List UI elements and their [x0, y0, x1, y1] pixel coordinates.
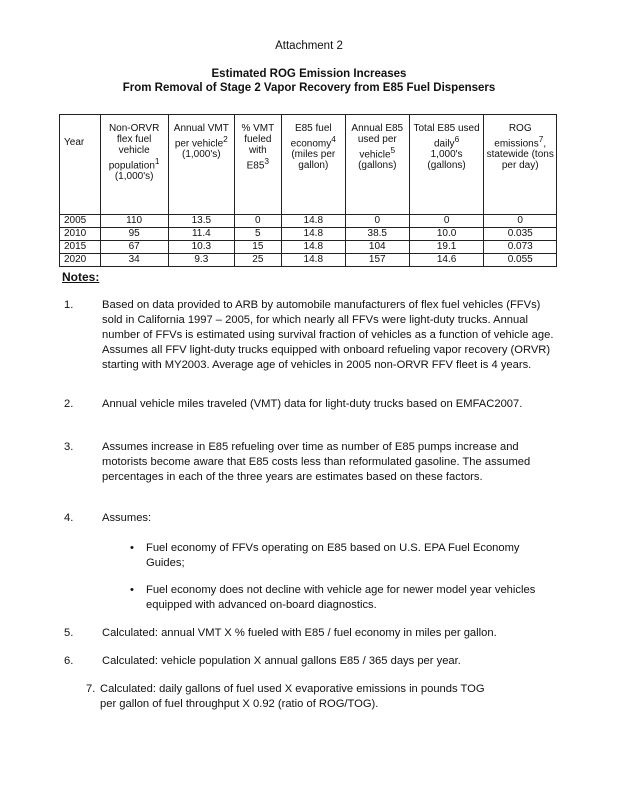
note-3: [62, 440, 556, 500]
cell-year: 2020: [60, 254, 101, 267]
col-header-annual-e85: Annual E85 used per vehicle$^5$ (gallons): [345, 115, 409, 215]
table-header-row: [60, 115, 557, 215]
cell-vmt: 10.3: [168, 241, 234, 254]
cell-annual-e85: 38.5: [345, 228, 409, 241]
attachment-label: Attachment 2: [275, 40, 343, 52]
emissions-table: [59, 114, 557, 267]
cell-annual-e85: 157: [345, 254, 409, 267]
title-line-1: Estimated ROG Emission Increases: [211, 68, 407, 80]
cell-total-e85: 10.0: [409, 228, 484, 241]
note-1: [62, 298, 556, 378]
cell-fuel-economy: 14.8: [281, 215, 345, 228]
bullet-item: [130, 583, 540, 615]
note-text: Calculated: vehicle population X annual gallons E85 / 365 days per year.: [102, 655, 461, 667]
bullet-text: Fuel economy does not decline with vehicle age for newer model year vehicles equipped with advanced on-board diagnostics.: [146, 584, 536, 611]
cell-year: 2015: [60, 241, 101, 254]
document-title: [0, 67, 618, 95]
note-text: Based on data provided to ARB by automobile manufacturers of flex fuel vehicles (FFVs) sold in California 1997 – 2005, for which nearly all FFVs were light-duty trucks. Annual number of FFVs is estimated using survival fraction of vehicles as a function of vehicle age. Assumes all FFV light-duty trucks equipped with onboard refueling vapor recovery (ORVR) starting with MY2003. Average age of vehicles in 2005 non-ORVR FFV fleet is 4 years.: [102, 299, 554, 371]
note-2: [62, 397, 556, 429]
note-6: [62, 654, 556, 670]
col-header-rog: ROG emissions$^7$, statewide (tons per day): [484, 115, 557, 215]
note-number: 1.: [64, 299, 74, 311]
cell-pct-e85: 0: [234, 215, 281, 228]
note-text-line-1: Calculated: daily gallons of fuel used X evaporative emissions in pounds TOG: [100, 683, 485, 695]
cell-total-e85: 19.1: [409, 241, 484, 254]
col-header-year: Year: [60, 115, 101, 215]
note-text: Assumes increase in E85 refueling over time as number of E85 pumps increase and motorists become aware that E85 costs less than reformulated gasoline. The assumed percentages in each of the three years are estimates based on these factors.: [102, 441, 531, 483]
cell-fuel-economy: 14.8: [281, 254, 345, 267]
note-4: [62, 511, 556, 527]
cell-total-e85: 14.6: [409, 254, 484, 267]
note-7: [86, 682, 556, 714]
col-header-total-e85: Total E85 used daily$^6$ 1,000's (gallons): [409, 115, 484, 215]
col-header-population: Non-ORVR flex fuel vehicle population$^1$ (1,000's): [100, 115, 168, 215]
note-text: Annual vehicle miles traveled (VMT) data for light-duty trucks based on EMFAC2007.: [102, 398, 523, 410]
cell-population: 67: [100, 241, 168, 254]
cell-vmt: 9.3: [168, 254, 234, 267]
notes-heading: Notes:: [62, 270, 100, 284]
note-number: 4.: [64, 512, 74, 524]
cell-population: 34: [100, 254, 168, 267]
bullet-text: Fuel economy of FFVs operating on E85 based on U.S. EPA Fuel Economy Guides;: [146, 542, 520, 569]
note-text-line-2: per gallon of fuel throughput X 0.92 (ratio of ROG/TOG).: [100, 698, 379, 710]
cell-rog: 0.035: [484, 228, 557, 241]
cell-fuel-economy: 14.8: [281, 228, 345, 241]
cell-year: 2005: [60, 215, 101, 228]
table-row: [60, 228, 557, 241]
title-line-2: From Removal of Stage 2 Vapor Recovery from E85 Fuel Dispensers: [122, 82, 496, 94]
bullet-icon: •: [130, 584, 134, 596]
table-row: [60, 254, 557, 267]
cell-vmt: 13.5: [168, 215, 234, 228]
note-text: Calculated: annual VMT X % fueled with E85 / fuel economy in miles per gallon.: [102, 627, 497, 639]
cell-pct-e85: 25: [234, 254, 281, 267]
table-row: [60, 215, 557, 228]
note-number: 6.: [64, 655, 74, 667]
cell-annual-e85: 0: [345, 215, 409, 228]
col-header-fuel-economy: E85 fuel economy$^4$ (miles per gallon): [281, 115, 345, 215]
cell-fuel-economy: 14.8: [281, 241, 345, 254]
note-number: 2.: [64, 398, 74, 410]
bullet-item: [130, 541, 540, 573]
note-number: 5.: [64, 627, 74, 639]
cell-total-e85: 0: [409, 215, 484, 228]
cell-pct-e85: 15: [234, 241, 281, 254]
col-header-pct-e85: % VMT fueled with $E85^3$: [234, 115, 281, 215]
note-5: [62, 626, 556, 642]
cell-rog: 0: [484, 215, 557, 228]
bullet-icon: •: [130, 542, 134, 554]
table-row: [60, 241, 557, 254]
note-number: 7.: [86, 683, 96, 695]
col-header-vmt: Annual VMT per vehicle$^2$ (1,000's): [168, 115, 234, 215]
cell-rog: 0.073: [484, 241, 557, 254]
cell-population: 95: [100, 228, 168, 241]
cell-population: 110: [100, 215, 168, 228]
cell-vmt: 11.4: [168, 228, 234, 241]
cell-year: 2010: [60, 228, 101, 241]
cell-pct-e85: 5: [234, 228, 281, 241]
note-number: 3.: [64, 441, 74, 453]
cell-rog: 0.055: [484, 254, 557, 267]
cell-annual-e85: 104: [345, 241, 409, 254]
note-text: Assumes:: [102, 512, 152, 524]
